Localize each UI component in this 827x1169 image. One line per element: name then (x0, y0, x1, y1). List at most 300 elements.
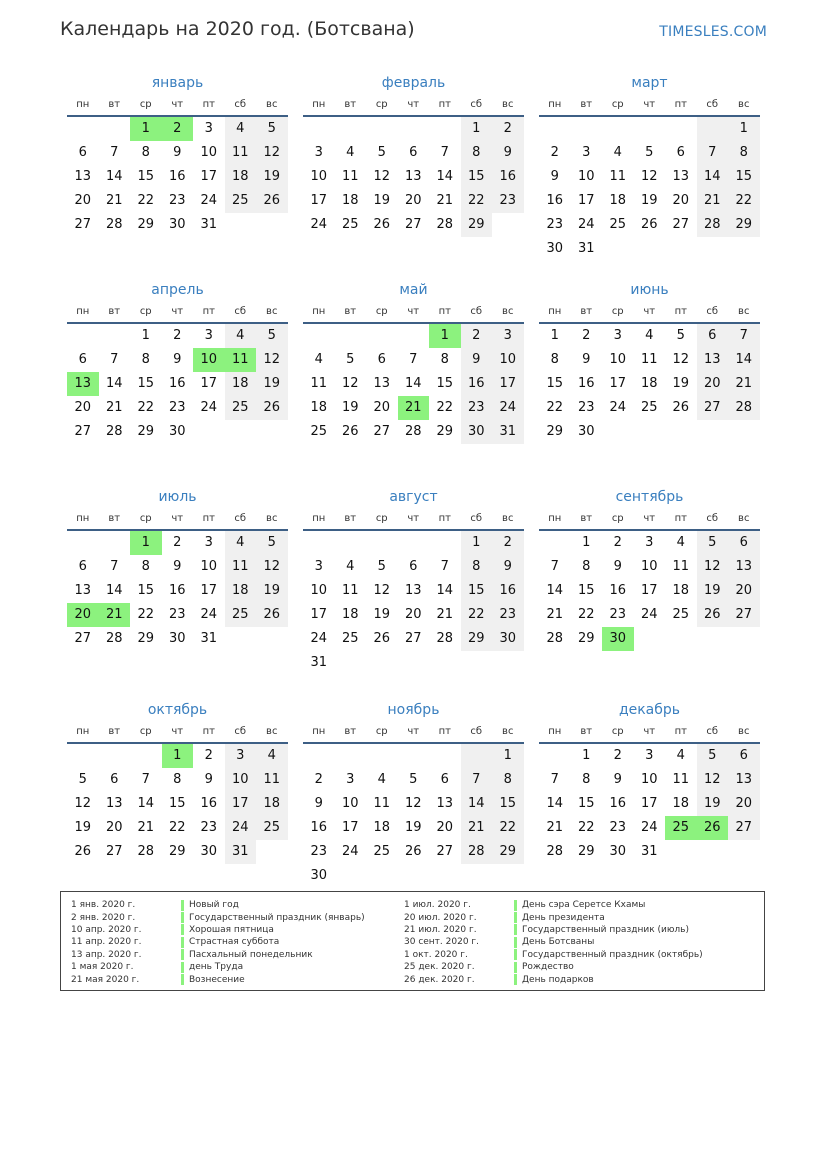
calendar-day: 10 (341, 796, 359, 811)
calendar-day: 23 (461, 396, 493, 420)
calendar-day: 30 (200, 844, 218, 859)
weekday-label: чт (643, 726, 656, 737)
calendar-day: 2 (492, 531, 524, 555)
calendar-day: 29 (461, 213, 493, 237)
calendar-day: 15 (728, 165, 760, 189)
calendar-day: 29 (492, 840, 524, 864)
weekday-label: вт (344, 513, 357, 524)
calendar-day: 29 (728, 213, 760, 237)
weekday-label: вт (108, 513, 121, 524)
calendar-day: 12 (74, 796, 92, 811)
calendar-day: 8 (492, 768, 524, 792)
calendar-day: 1 (582, 535, 591, 550)
legend-row (404, 973, 703, 985)
calendar-day: 12 (256, 141, 288, 165)
calendar-day: 16 (546, 193, 564, 208)
days-grid (67, 744, 288, 864)
calendar-day: 21 (728, 372, 760, 396)
calendar-day: 2 (314, 772, 323, 787)
month-calendar (67, 279, 288, 486)
calendar-day: 25 (256, 816, 288, 840)
calendar-day: 25 (225, 189, 257, 213)
calendar-day: 17 (640, 583, 658, 598)
holiday-marker-icon (514, 974, 517, 985)
calendar-day: 10 (640, 772, 658, 787)
calendar-day: 25 (640, 400, 658, 415)
calendar-day: 18 (256, 792, 288, 816)
calendar-day: 24 (310, 217, 328, 232)
calendar-day: 20 (728, 792, 760, 816)
calendar-day: 24 (341, 844, 359, 859)
calendar-day: 9 (314, 796, 323, 811)
calendar-day: 22 (137, 607, 155, 622)
holiday-day: 26 (697, 816, 729, 840)
legend-holiday-name: Рождество (522, 962, 574, 973)
weekday-label: вт (108, 726, 121, 737)
empty-cell (429, 744, 461, 768)
weekday-label: сб (470, 306, 483, 317)
calendar-day: 7 (697, 141, 729, 165)
calendar-day: 22 (577, 607, 595, 622)
calendar-day: 19 (697, 792, 729, 816)
calendar-day: 9 (550, 169, 559, 184)
calendar-day: 3 (225, 744, 257, 768)
legend-row (404, 924, 703, 936)
calendar-day: 4 (676, 535, 685, 550)
calendar-day: 12 (256, 348, 288, 372)
calendar-day: 25 (341, 217, 359, 232)
weekday-label: вс (266, 306, 278, 317)
calendar-day: 13 (697, 348, 729, 372)
holiday-marker-icon (181, 924, 184, 935)
holiday-marker-icon (514, 900, 517, 911)
calendar-day: 5 (256, 531, 288, 555)
legend-row (71, 961, 365, 973)
calendar-day: 11 (310, 376, 328, 391)
calendar-day: 12 (672, 352, 690, 367)
calendar-day: 27 (74, 424, 92, 439)
weekday-label: пт (202, 99, 215, 110)
calendar-day: 8 (141, 559, 150, 574)
calendar-day: 23 (609, 820, 627, 835)
weekday-label: вс (266, 99, 278, 110)
legend-date: 26 дек. 2020 г. (404, 974, 475, 985)
calendar-day: 5 (676, 328, 685, 343)
legend-holiday-name: Страстная суббота (189, 937, 280, 948)
empty-cell (461, 744, 493, 768)
calendar-day: 3 (314, 145, 323, 160)
calendar-day: 19 (404, 820, 422, 835)
weekday-label: вс (738, 99, 750, 110)
month-name: апрель (151, 282, 204, 298)
calendar-day: 6 (78, 559, 87, 574)
calendar-day: 12 (373, 169, 391, 184)
calendar-day: 31 (225, 840, 257, 864)
month-name: январь (151, 75, 204, 91)
calendar-day: 26 (640, 217, 658, 232)
calendar-day: 7 (141, 772, 150, 787)
calendar-day: 30 (577, 424, 595, 439)
weekday-label: пн (312, 726, 326, 737)
calendar-day: 22 (492, 816, 524, 840)
weekday-label: ср (375, 726, 388, 737)
month-calendar (539, 279, 760, 486)
weekday-label: чт (171, 513, 184, 524)
calendar-day: 29 (461, 627, 493, 651)
calendar-day: 28 (404, 424, 422, 439)
month-calendar (539, 486, 760, 699)
calendar-day: 16 (577, 376, 595, 391)
calendar-day: 27 (404, 217, 422, 232)
weekday-label: чт (171, 726, 184, 737)
weekday-label: пт (674, 99, 687, 110)
calendar-day: 22 (168, 820, 186, 835)
calendar-day: 20 (728, 579, 760, 603)
empty-cell (571, 117, 603, 141)
calendar-day: 13 (105, 796, 123, 811)
calendar-day: 14 (137, 796, 155, 811)
calendar-day: 30 (310, 868, 328, 883)
weekday-label: вс (502, 513, 514, 524)
calendar-day: 23 (200, 820, 218, 835)
calendar-day: 2 (173, 328, 182, 343)
weekday-label: чт (643, 513, 656, 524)
days-grid (539, 324, 760, 444)
weekday-label: пт (202, 513, 215, 524)
days-grid (67, 117, 288, 237)
empty-cell (67, 531, 99, 555)
weekday-label: сб (470, 513, 483, 524)
calendar-day: 14 (105, 583, 123, 598)
calendar-day: 24 (609, 400, 627, 415)
weekday-label: сб (706, 513, 719, 524)
weekday-label: ср (611, 726, 624, 737)
legend-holiday-name: Хорошая пятница (189, 924, 274, 935)
calendar-day: 7 (409, 352, 418, 367)
calendar-day: 23 (609, 607, 627, 622)
weekday-label: чт (171, 99, 184, 110)
weekday-label: сб (234, 99, 247, 110)
calendar-day: 7 (440, 559, 449, 574)
calendar-day: 4 (225, 117, 257, 141)
calendar-day: 19 (373, 193, 391, 208)
calendar-day: 21 (546, 607, 564, 622)
weekday-label: вт (580, 306, 593, 317)
calendar-day: 18 (640, 376, 658, 391)
calendar-day: 9 (492, 555, 524, 579)
calendar-day: 17 (225, 792, 257, 816)
calendar-day: 24 (492, 396, 524, 420)
calendar-day: 24 (640, 607, 658, 622)
weekday-label: пн (548, 306, 562, 317)
calendar-day: 2 (582, 328, 591, 343)
weekday-label: ср (611, 513, 624, 524)
calendar-day: 2 (550, 145, 559, 160)
calendar-day: 16 (168, 169, 186, 184)
calendar-day: 10 (492, 348, 524, 372)
weekday-label: ср (611, 306, 624, 317)
calendar-day: 21 (436, 607, 454, 622)
legend-date: 20 июл. 2020 г. (404, 912, 477, 923)
calendar-day: 9 (492, 141, 524, 165)
weekday-label: пт (202, 726, 215, 737)
legend-date: 21 июл. 2020 г. (404, 924, 477, 935)
empty-cell (99, 531, 131, 555)
calendar-day: 26 (672, 400, 690, 415)
calendar-day: 9 (613, 559, 622, 574)
calendar-day: 6 (377, 352, 386, 367)
calendar-day: 27 (436, 844, 454, 859)
calendar-day: 31 (310, 655, 328, 670)
calendar-day: 9 (461, 348, 493, 372)
calendar-day: 16 (168, 583, 186, 598)
legend-date: 13 апр. 2020 г. (71, 949, 142, 960)
calendar-day: 28 (436, 217, 454, 232)
calendar-day: 8 (173, 772, 182, 787)
calendar-day: 21 (461, 816, 493, 840)
holiday-day: 13 (67, 372, 99, 396)
holiday-day: 25 (665, 816, 697, 840)
empty-cell (67, 117, 99, 141)
calendar-day: 4 (346, 145, 355, 160)
calendar-day: 21 (137, 820, 155, 835)
weekday-header (539, 721, 760, 744)
calendar-day: 17 (341, 820, 359, 835)
calendar-day: 24 (577, 217, 595, 232)
calendar-day: 5 (409, 772, 418, 787)
calendar-day: 25 (225, 603, 257, 627)
calendar-day: 25 (609, 217, 627, 232)
weekday-label: чт (407, 726, 420, 737)
legend-row (404, 899, 703, 911)
calendar-day: 22 (461, 603, 493, 627)
calendar-day: 19 (640, 193, 658, 208)
calendar-day: 18 (672, 796, 690, 811)
calendar-day: 26 (697, 603, 729, 627)
holiday-marker-icon (181, 900, 184, 911)
calendar-day: 15 (137, 583, 155, 598)
calendar-day: 18 (341, 193, 359, 208)
calendar-day: 30 (609, 844, 627, 859)
calendar-day: 17 (200, 376, 218, 391)
weekday-label: вс (266, 513, 278, 524)
calendar-day: 13 (404, 169, 422, 184)
calendar-day: 19 (256, 579, 288, 603)
empty-cell (67, 744, 99, 768)
calendar-day: 27 (404, 631, 422, 646)
calendar-day: 11 (609, 169, 627, 184)
brand-link[interactable]: TIMESLES.COM (659, 24, 767, 40)
calendar-day: 22 (546, 400, 564, 415)
weekday-label: вт (344, 306, 357, 317)
calendar-day: 15 (577, 583, 595, 598)
calendar-day: 12 (697, 768, 729, 792)
calendar-day: 1 (550, 328, 559, 343)
empty-cell (303, 117, 335, 141)
holiday-day: 1 (429, 324, 461, 348)
calendar-day: 11 (373, 796, 391, 811)
empty-cell (99, 117, 131, 141)
calendar-day: 30 (168, 631, 186, 646)
calendar-day: 24 (310, 631, 328, 646)
legend-holiday-name: День президента (522, 912, 605, 923)
weekday-label: вс (502, 726, 514, 737)
calendar-day: 18 (341, 607, 359, 622)
legend-date: 1 июл. 2020 г. (404, 900, 471, 911)
calendar-day: 1 (582, 748, 591, 763)
calendar-day: 6 (728, 531, 760, 555)
weekday-label: сб (706, 306, 719, 317)
calendar-day: 13 (74, 169, 92, 184)
calendar-day: 26 (341, 424, 359, 439)
weekday-header (67, 301, 288, 324)
calendar-day: 28 (461, 840, 493, 864)
legend-holiday-name: День Ботсваны (522, 937, 595, 948)
weekday-label: вт (344, 726, 357, 737)
calendar-day: 23 (492, 603, 524, 627)
calendar-day: 20 (404, 607, 422, 622)
calendar-day: 28 (105, 217, 123, 232)
empty-cell (429, 531, 461, 555)
calendar-day: 2 (461, 324, 493, 348)
calendar-day: 19 (697, 579, 729, 603)
calendar-day: 27 (672, 217, 690, 232)
month-calendar (67, 486, 288, 699)
month-name: февраль (381, 75, 446, 91)
calendar-day: 5 (256, 324, 288, 348)
month-name: октябрь (147, 702, 208, 718)
calendar-day: 27 (74, 631, 92, 646)
calendar-day: 20 (74, 400, 92, 415)
weekday-label: сб (234, 306, 247, 317)
calendar-day: 8 (461, 555, 493, 579)
legend-date: 21 мая 2020 г. (71, 974, 140, 985)
calendar-day: 15 (137, 376, 155, 391)
calendar-day: 25 (310, 424, 328, 439)
calendar-day: 5 (377, 145, 386, 160)
calendar-day: 19 (341, 400, 359, 415)
calendar-day: 13 (404, 583, 422, 598)
calendar-day: 5 (78, 772, 87, 787)
calendar-day: 16 (168, 376, 186, 391)
empty-cell (665, 117, 697, 141)
calendar-day: 16 (200, 796, 218, 811)
calendar-day: 4 (225, 531, 257, 555)
calendar-day: 7 (728, 324, 760, 348)
calendar-day: 2 (492, 117, 524, 141)
calendar-day: 1 (492, 744, 524, 768)
legend-row (71, 973, 365, 985)
calendar-day: 27 (105, 844, 123, 859)
weekday-label: вс (502, 306, 514, 317)
holiday-day: 10 (193, 348, 225, 372)
weekday-label: пн (548, 513, 562, 524)
calendar-day: 12 (373, 583, 391, 598)
weekday-label: вс (738, 726, 750, 737)
empty-cell (539, 744, 571, 768)
calendar-day: 28 (697, 213, 729, 237)
calendar-day: 11 (672, 559, 690, 574)
calendar-day: 11 (672, 772, 690, 787)
calendar-day: 20 (436, 820, 454, 835)
calendar-day: 13 (436, 796, 454, 811)
month-name: ноябрь (387, 702, 440, 718)
weekday-label: ср (375, 99, 388, 110)
holiday-day: 1 (130, 117, 162, 141)
calendar-day: 20 (74, 193, 92, 208)
calendar-day: 14 (105, 376, 123, 391)
empty-cell (366, 744, 398, 768)
calendar-day: 16 (609, 796, 627, 811)
calendar-day: 19 (256, 372, 288, 396)
calendar-day: 3 (645, 535, 654, 550)
weekday-label: чт (643, 306, 656, 317)
calendar-day: 10 (225, 768, 257, 792)
empty-cell (335, 531, 367, 555)
calendar-day: 4 (676, 748, 685, 763)
calendar-day: 31 (577, 241, 595, 256)
calendar-day: 13 (373, 376, 391, 391)
holiday-marker-icon (514, 912, 517, 923)
calendar-day: 24 (200, 607, 218, 622)
weekday-label: ср (375, 306, 388, 317)
holiday-marker-icon (181, 937, 184, 948)
weekday-header (67, 721, 288, 744)
calendar-day: 23 (168, 607, 186, 622)
month-name: июль (158, 489, 197, 505)
calendar-day: 10 (577, 169, 595, 184)
calendar-day: 28 (546, 844, 564, 859)
calendar-day: 1 (141, 328, 150, 343)
empty-cell (303, 324, 335, 348)
month-name: март (631, 75, 668, 91)
calendar-day: 12 (341, 376, 359, 391)
days-grid (67, 324, 288, 444)
calendar-day: 29 (546, 424, 564, 439)
calendar-day: 7 (461, 768, 493, 792)
calendar-day: 27 (728, 603, 760, 627)
weekday-label: ср (139, 306, 152, 317)
calendar-day: 17 (577, 193, 595, 208)
calendar-day: 21 (697, 189, 729, 213)
empty-cell (335, 117, 367, 141)
empty-cell (335, 324, 367, 348)
calendar-day: 25 (672, 607, 690, 622)
legend-holiday-name: День сэра Серетсе Кхамы (522, 900, 646, 911)
legend-date: 10 апр. 2020 г. (71, 924, 142, 935)
month-calendar (303, 279, 524, 486)
calendar-day: 28 (436, 631, 454, 646)
calendar-day: 14 (546, 583, 564, 598)
weekday-header (303, 301, 524, 324)
empty-cell (398, 744, 430, 768)
weekday-label: пн (548, 726, 562, 737)
weekday-label: вт (108, 306, 121, 317)
legend-row (71, 911, 365, 923)
legend-holiday-name: Пасхальный понедельник (189, 949, 313, 960)
weekday-label: вт (580, 726, 593, 737)
calendar-day: 29 (137, 424, 155, 439)
month-calendar (67, 699, 288, 912)
calendar-day: 28 (546, 631, 564, 646)
weekday-label: ср (139, 726, 152, 737)
calendar-day: 14 (728, 348, 760, 372)
calendar-day: 3 (204, 121, 213, 136)
calendar-day: 11 (225, 141, 257, 165)
calendar-day: 14 (105, 169, 123, 184)
calendar-day: 13 (74, 583, 92, 598)
month-calendar (303, 699, 524, 912)
